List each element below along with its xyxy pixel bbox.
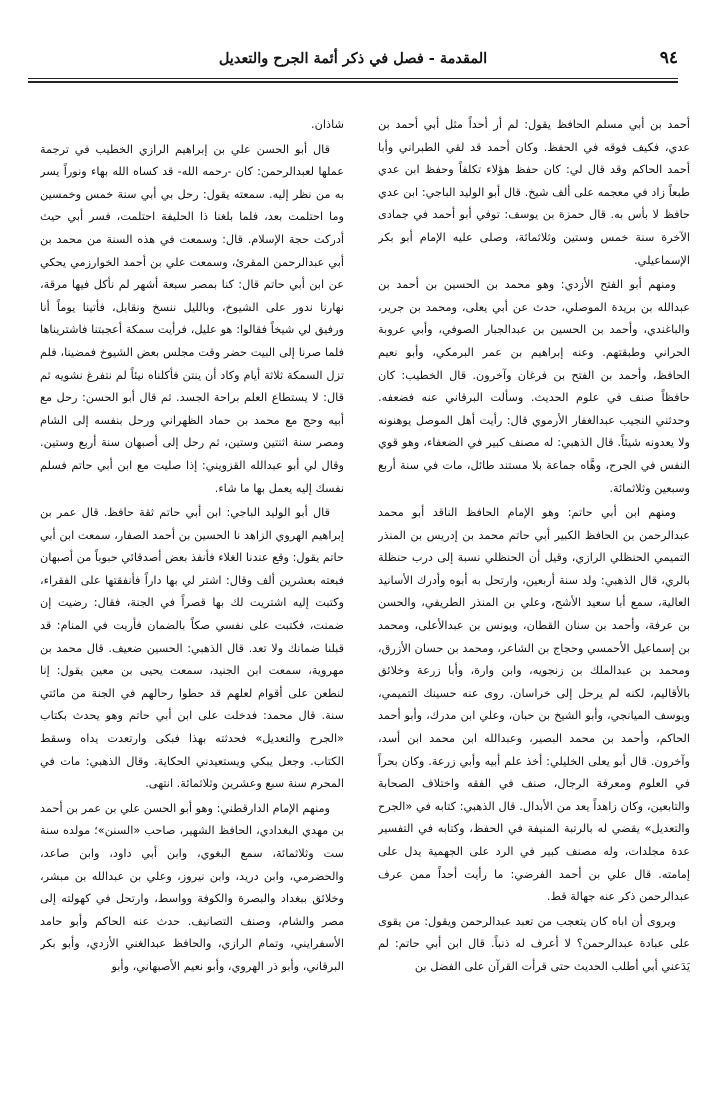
paragraph-al-baji: قال أبو الوليد الباجي: ابن أبي حاتم ثقة حافظ. قال عمر بن إبراهيم الهروي الزاهد نا الحسين بن أحمد الصفار، سمعت ابن أبي حاتم يقول: وقع عندنا الغلاء فأنفذ بعض أصدقائي حبوباً من أصبهان فبعته بعشرين ألف وقال: اشتر لي بها داراً فأنفقتها على الفقراء، وكتبت إليه اشتريت لك بها قصراً في الجنة، فقال: رضيت إن ضمنت، فكتبت على نفسي صكاً بالضمان فأريت في المنام: قد قبلنا ضمانك ولا تعد. قال الذهبي: الحسين ضعيف. قال محمد بن مهروية، سمعت ابن الجنيد، سمعت يحيى بن معين يقول: إنا لنطعن على أقوام لعلهم قد حطوا رحالهم في الجنة من مائتي سنة. قال محمد: فدخلت على ابن أبي حاتم وهو يحدث بكتاب «الجرح والتعديل» فحدثته بهذا فبكى وارتعدت يداه وسقط الكتاب. وجعل يبكي ويستعيدني الحكاية. وقال الذهبي: مات في المحرم سنة سبع وعشرين وثلاثمائة. انتهى. bbox=[40, 506, 344, 791]
paragraph-abu-al-fath-al-azdi: ومنهم أبو الفتح الأزدي: وهو محمد بن الحسين بن أحمد بن عبدالله بن بريدة الموصلي، حدث عن أبي يعلى، ومحمد بن جرير، والباغندي، وأحمد بن الحسين بن عبدالجبار الصوفي، وأبي عروبة الحراني وطبقتهم. وعنه إبراهيم بن عمر البرمكي، وأبو نعيم الحافظ، وأحمد بن الفتح بن فرغان وآخرون. قال الخطيب: كان حافظاً صنف في علوم الحديث. وسألت البرقاني عنه فضعفه. وحدثني النجيب عبدالغفار الأرموي قال: رأيت أهل الموصل يوهنونه ولا يعدونه شيئاً. قال الذهبي: له مصنف كبير في الضعفاء، وهو قوي النفس في الجرح، وهَّاه جماعة بلا مستند طائل، مات في سنة أربع وسبعين وثلاثمائة. bbox=[378, 278, 690, 495]
paragraph-ibn-adi: أحمد بن أبي مسلم الحافظ يقول: لم أر أحداً مثل أبي أحمد بن عدي، فكيف فوقه في الحفظ. وكان أحمد قد لقي الطبراني وأبا أحمد الحاكم وقد قال لي: كان حفظ هؤلاء تكلفاً وحفظ ابن عدي طبعاً زاد في معجمه على ألف شيخ. قال أبو الوليد الباجي: ابن عدي حافظ لا بأس به. قال حمزة بن يوسف: توفي أبو أحمد في جمادى الآخرة سنة خمس وستين وثلاثمائة، وصلى عليه الإمام أبو بكر الإسماعيلي. bbox=[378, 118, 690, 267]
page-number: ٩٤ bbox=[659, 48, 678, 68]
paragraph-shadhan: شاذان. bbox=[311, 118, 344, 131]
header-rule bbox=[28, 78, 678, 83]
paragraph-al-daraqutni: ومنهم الإمام الدارقطني: وهو أبو الحسن علي بن عمر بن أحمد بن مهدي البغدادي، الحافظ الشهير، صاحب «السنن»؛ مولده سنة ست وثلاثمائة، سمع البغوي، وابن أبي داود، وابن صاعد، والحضرمي، وابن دريد، وابن نيروز، وعلي بن عبدالله بن مبشر، وخلائق ببغداد والبصرة والكوفة وواسط، وارتحل في كهولته إلى مصر والشام، وصنف التصانيف. حدث عنه الحاكم وأبو حامد الأسفرايني، وتمام الرازي، والحافظ عبدالغني الأزدي، وأبو بكر البرقاني، وأبو ذر الهروي، وأبو نعيم الأصبهاني، وأبو bbox=[40, 801, 344, 973]
paragraph-al-razi-biography: قال أبو الحسن علي بن إبراهيم الرازي الخطيب في ترجمة عملها لعبدالرحمن: كان -رحمه الله- قد كساه الله بهاء ونوراً يسر به من نظر إليه. سمعته يقول: رحل بي أبي سنة خمس وخمسين وما احتلمت بعد، فلما بلغنا ذا الحليفة احتلمت، فسر أبي حيث أدركت حجة الإسلام. قال: وسمعت في هذه السنة من محمد بن أبي عبدالرحمن المقرئ، وسمعت علي بن أحمد الخوارزمي يحكي عن ابن أبي حاتم قال: كنا بمصر سبعة أشهر لم نأكل فيها مرقة، نهارنا ندور على الشيوخ، وبالليل ننسخ ونقابل، فأتينا يوماً أنا ورفيق لي شيخاً فقالوا: هو عليل، فرأيت سمكة أعجبتنا فاشتريناها فلما صرنا إلى البيت حضر وقت مجلس بعض الشيوخ فمضينا، فلم تزل السمكة ثلاثة أيام وكاد أن ينتن فأكلناه نيئاً لم نتفرغ نشويه ثم قال: لا يستطاع العلم براحة الجسد. ثم قال أبو الحسن: رحل مع أبيه وحج مع محمد بن حماد الظهراني ورحل بنفسه إلى الشام ومصر سنة اثنتين وستين، ثم رحل إلى أصبهان سنة أربع وستين. وقال لي أبو عبدالله القزويني: إذا صليت مع ابن أبي حاتم فسلم نفسك إليه يعمل بها ما شاء. bbox=[40, 142, 344, 495]
right-column bbox=[378, 114, 690, 1099]
paragraph-ibn-abi-hatim: ومنهم ابن أبي حاتم: وهو الإمام الحافظ الناقد أبو محمد عبدالرحمن بن الحافظ الكبير أبي حاتم محمد بن إدريس بن المنذر التميمي الحنظلي الرازي، وقيل أن الحنظلي نسبة إلى درب حنظلة بالري، قال الذهبي: ولد سنة أربعين، وارتحل به أبوه وأدرك الأسانيد العالية، سمع أبا سعيد الأشج، وعلي بن المنذر الطريفي، والحسن بن عرفة، وأحمد بن سنان القطان، ويونس بن عبدالأعلى، ومحمد بن إسماعيل الأحمسي وحجاج بن الشاعر، ومحمد بن حسان الأزرق، ومحمد بن عبدالملك بن زنجويه، وابن وارة، وأبا زرعة وخلائق بالأقاليم، لكنه لم يرحل إلى خراسان. روى عنه حسينك التميمي، ويوسف الميانجي، وأبو الشيخ بن حبان، وعلي ابن مدرك، وأبو أحمد الحاكم، وأحمد بن محمد البصير، وعبدالله ابن محمد ابن أسد، وآخرون. قال أبو يعلى الخليلي: أخذ علم أبيه وأبي زرعة. وكان بحراً في العلوم ومعرفة الرجال، صنف في الفقه واختلاف الصحابة والتابعين، وكان زاهداً يعد من الأبدال. قال الذهبي: كتابه في «الجرح والتعديل» يقضي له بالرتبة المنيفة في الحفظ، وكتابه في التفسير عدة مجلدات، وله مصنف كبير في الرد على الجهمية يدل على إمامته. قال علي بن أحمد الفرضي: ما رأيت أحداً ممن عرف عبدالرحمن ذكر عنه جهالة قط. bbox=[378, 506, 690, 904]
left-column bbox=[40, 114, 344, 1099]
running-head-title: المقدمة - فصل في ذكر أئمة الجرح والتعديل bbox=[218, 50, 488, 67]
page-header bbox=[28, 44, 678, 84]
paragraph-ibn-abi-hatim-worship: ويروى أن اباه كان يتعجب من تعبد عبدالرحمن ويقول: من يقوى على عبادة عبدالرحمن؟ لا أعرف له ذنباً. قال ابن أبي حاتم: لم يَدَعني أبي أطلب الحديث حتى قرأت القرآن على الفضل بن bbox=[378, 914, 690, 973]
